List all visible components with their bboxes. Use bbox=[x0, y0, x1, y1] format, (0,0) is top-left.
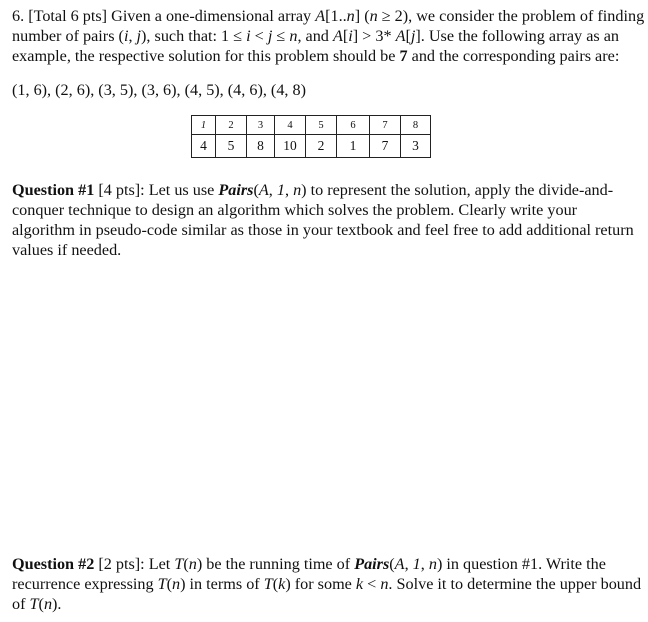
question-1-line-4: values if needed. bbox=[12, 241, 122, 259]
index-cell: 6 bbox=[337, 116, 370, 135]
problem-statement bbox=[12, 6, 645, 66]
index-cell: 8 bbox=[401, 116, 431, 135]
value-cell: 5 bbox=[216, 135, 247, 158]
value-cell: 10 bbox=[275, 135, 306, 158]
question-1-line-1: Question #1 [4 pts]: Let us use Pairs(A, 1, n) to represent the solution, apply the divide-and- bbox=[12, 181, 614, 199]
question-2-line-3: of T(n). bbox=[12, 595, 62, 613]
value-cell: 4 bbox=[192, 135, 216, 158]
question-1-label: Question #1 bbox=[12, 181, 95, 199]
pairs-list: (1, 6), (2, 6), (3, 5), (3, 6), (4, 5), (4, 6), (4, 8) bbox=[12, 81, 306, 99]
index-cell: 5 bbox=[306, 116, 337, 135]
problem-line-2: number of pairs (i, j), such that: 1 ≤ i < j ≤ n, and A[i] > 3* A[j]. Use the following array as an bbox=[12, 27, 619, 45]
question-1-line-2: conquer technique to design an algorithm which solves the problem. Clearly write your bbox=[12, 201, 578, 219]
index-cell: 2 bbox=[216, 116, 247, 135]
index-cell: 4 bbox=[275, 116, 306, 135]
index-cell: 3 bbox=[247, 116, 275, 135]
question-1 bbox=[12, 180, 640, 260]
index-cell: 1 bbox=[192, 116, 216, 135]
problem-line-3: example, the respective solution for this problem should be 7 and the corresponding pairs are: bbox=[12, 47, 620, 65]
value-cell: 8 bbox=[247, 135, 275, 158]
value-cell: 1 bbox=[337, 135, 370, 158]
value-cell: 2 bbox=[306, 135, 337, 158]
index-row bbox=[192, 116, 431, 135]
question-2-label: Question #2 bbox=[12, 555, 95, 573]
question-2 bbox=[12, 554, 640, 614]
array-table bbox=[191, 115, 431, 158]
value-cell: 3 bbox=[401, 135, 431, 158]
index-cell: 7 bbox=[370, 116, 401, 135]
problem-line-1: 6. [Total 6 pts] Given a one-dimensional array A[1..n] (n ≥ 2), we consider the problem of finding bbox=[12, 7, 645, 25]
question-2-line-2: recurrence expressing T(n) in terms of T(k) for some k < n. Solve it to determine the upper bound bbox=[12, 575, 642, 593]
value-cell: 7 bbox=[370, 135, 401, 158]
value-row bbox=[192, 135, 431, 158]
question-2-line-1: Question #2 [2 pts]: Let T(n) be the running time of Pairs(A, 1, n) in question #1. Write the bbox=[12, 555, 606, 573]
question-1-line-3: algorithm in pseudo-code similar as those in your textbook and feel free to add additional return bbox=[12, 221, 634, 239]
